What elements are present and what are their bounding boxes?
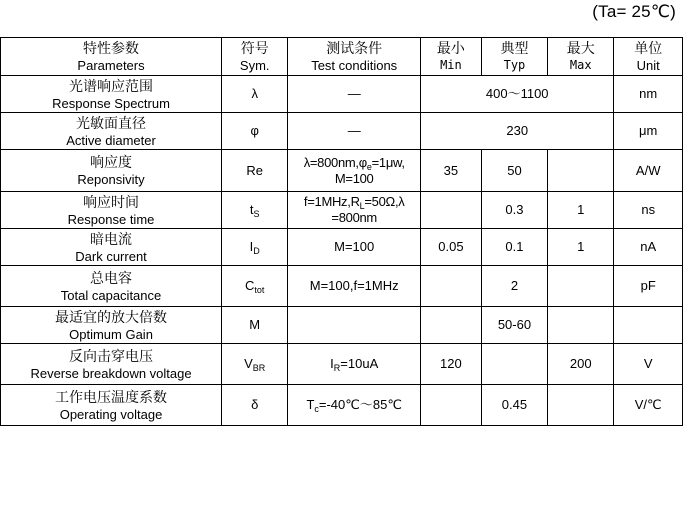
condition-part: f=1MHz,R [303,194,360,209]
value-range-cell: 230 [421,113,614,150]
header-param-zh: 特性参数 [83,40,140,56]
header-test-conditions [288,38,421,76]
param-zh: 反向击穿电压 [69,347,154,364]
max-cell [548,150,614,192]
condition-part: M=100 [334,170,374,186]
param-en: Dark current [75,248,147,264]
condition-cell [288,150,421,192]
min-cell [421,307,482,344]
condition-cell [288,385,421,426]
max-cell: 1 [548,192,614,229]
symbol-subscript: BR [252,363,266,373]
symbol-subscript: tot [254,285,265,295]
table-row-response-spectrum [1,76,683,113]
param-cell [1,229,222,266]
param-en: Active diameter [66,132,156,148]
param-cell [1,113,222,150]
test-condition-label: (Ta= 25℃) [592,2,676,21]
header-max-zh: 最大 [566,40,595,56]
table-row-optimum-gain [1,307,683,344]
symbol-cell: Re [222,150,288,192]
header-typ-en: Typ [503,58,526,72]
max-cell [548,307,614,344]
param-en: Reverse breakdown voltage [30,365,192,381]
table-row-responsivity [1,150,683,192]
table-row-response-time [1,192,683,229]
symbol-subscript: S [253,209,260,219]
symbol-cell: φ [222,113,288,150]
param-zh: 响应时间 [83,193,140,210]
typ-cell: 0.45 [481,385,547,426]
symbol-cell: δ [222,385,288,426]
symbol-cell [222,266,288,307]
header-cond-en: Test conditions [311,58,398,73]
condition-subscript: R [333,363,341,373]
unit-cell: μm [614,113,683,150]
value-range-cell: 400～1100 [421,76,614,113]
spec-table [0,37,683,426]
param-en: Operating voltage [59,406,163,422]
condition-cell: M=100 [288,229,421,266]
condition-part: =1μw, [371,154,405,170]
table-row-total-capacitance [1,266,683,307]
param-zh: 总电容 [90,269,133,286]
unit-cell [614,307,683,344]
param-zh: 光敏面直径 [76,114,147,131]
symbol-text: t [249,202,254,217]
symbol-cell [222,192,288,229]
unit-cell: nA [614,229,683,266]
unit-cell: ns [614,192,683,229]
max-cell [548,266,614,307]
param-cell [1,192,222,229]
typ-cell: 2 [481,266,547,307]
param-cell [1,344,222,385]
header-unit [614,38,683,76]
condition-cell: M=100,f=1MHz [288,266,421,307]
symbol-text: C [245,278,255,293]
condition-part: =50Ω,λ [364,194,405,209]
symbol-subscript: D [253,246,260,256]
symbol-text: I [249,239,254,254]
header-sym-zh: 符号 [240,40,269,56]
unit-cell: V [614,344,683,385]
param-en: Reponsivity [77,172,145,187]
header-min-zh: 最小 [436,40,465,56]
typ-cell: 50 [481,150,547,192]
condition-cell: — [288,113,421,150]
table-row-operating-voltage [1,385,683,426]
symbol-cell: λ [222,76,288,113]
param-cell [1,266,222,307]
header-min-en: Min [440,58,462,72]
condition-cell [288,307,421,344]
param-zh: 响应度 [90,154,133,170]
header-sym-en: Sym. [239,58,270,73]
min-cell: 35 [421,150,482,192]
header-typ [481,38,547,76]
header-max-en: Max [569,58,592,72]
header-param-en: Parameters [77,58,145,73]
min-cell: 0.05 [421,229,482,266]
param-zh: 最适宜的放大倍数 [55,308,168,325]
param-zh: 光谱响应范围 [69,77,154,94]
header-cond-zh: 测试条件 [326,40,383,56]
header-typ-zh: 典型 [500,40,529,56]
condition-cell [288,344,421,385]
unit-cell: nm [614,76,683,113]
min-cell [421,385,482,426]
table-header-row [1,38,683,76]
param-en: Response Spectrum [52,95,170,111]
header-unit-zh: 单位 [634,40,663,56]
unit-cell: A/W [614,150,683,192]
max-cell [548,385,614,426]
table-row-dark-current [1,229,683,266]
condition-part: I [330,356,334,371]
table-row-active-diameter [1,113,683,150]
typ-cell: 0.3 [481,192,547,229]
condition-part: T [306,397,315,412]
header-parameters [1,38,222,76]
min-cell [421,266,482,307]
table-row-reverse-breakdown-voltage [1,344,683,385]
symbol-cell [222,229,288,266]
condition-part: =800nm [331,210,377,225]
typ-cell: 0.1 [481,229,547,266]
param-cell [1,385,222,426]
condition-part: =-40℃～85℃ [318,397,402,412]
param-cell [1,307,222,344]
param-en: Response time [67,211,155,227]
max-cell: 1 [548,229,614,266]
max-cell: 200 [548,344,614,385]
header-max [548,38,614,76]
condition-part: =10uA [340,356,379,371]
unit-cell: pF [614,266,683,307]
header-symbol [222,38,288,76]
min-cell: 120 [421,344,482,385]
symbol-cell [222,344,288,385]
param-en: Total capacitance [60,287,162,303]
condition-subscript: L [359,201,365,211]
param-cell [1,150,222,192]
param-en: Optimum Gain [69,326,153,342]
symbol-text: V [244,356,253,371]
unit-cell: V/℃ [614,385,683,426]
condition-cell: — [288,76,421,113]
param-zh: 暗电流 [90,230,133,247]
condition-subscript: c [314,404,319,414]
symbol-cell: M [222,307,288,344]
param-zh: 工作电压温度系数 [55,388,168,405]
param-cell [1,76,222,113]
typ-cell: 50-60 [481,307,547,344]
header-min [421,38,482,76]
header-unit-en: Unit [636,58,660,73]
typ-cell [481,344,547,385]
min-cell [421,192,482,229]
condition-cell [288,192,421,229]
condition-subscript: e [366,161,372,172]
condition-part: λ=800nm,φ [303,154,367,170]
